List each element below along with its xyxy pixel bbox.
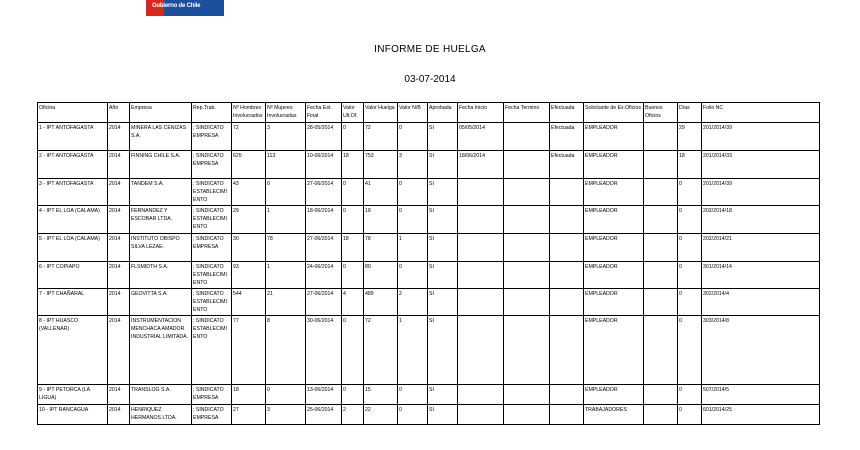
table-cell	[504, 405, 550, 425]
table-cell: SI	[428, 405, 458, 425]
table-cell: SI	[428, 123, 458, 151]
col-header: Fecha Termino	[504, 103, 550, 123]
table-cell: ; SINDICATO EMPRESA	[192, 385, 232, 405]
table-cell: INSTRUMENTACION MENCHACA AMADOR INDUSTRIAL LIMITADA.	[130, 316, 192, 385]
table-cell: 05/05/2014	[458, 123, 504, 151]
table-cell: 202/2014/18	[702, 206, 820, 234]
table-cell: Efectuada	[550, 151, 584, 179]
table-cell: 27-06/2014	[306, 234, 342, 262]
table-cell	[644, 262, 678, 289]
table-cell: 18	[678, 151, 702, 179]
table-cell: 1	[398, 234, 428, 262]
table-cell: SI	[428, 316, 458, 385]
col-header: Valor Huelga	[364, 103, 398, 123]
table-cell	[504, 206, 550, 234]
table-cell: 0	[342, 123, 364, 151]
table-cell: EMPLEADOR	[584, 206, 644, 234]
table-cell: EMPLEADOR	[584, 289, 644, 316]
table-cell: TRANSLOG S.A.	[130, 385, 192, 405]
table-cell: 0	[266, 385, 306, 405]
table-cell: 3	[266, 123, 306, 151]
table-cell: 0	[398, 123, 428, 151]
table-cell: 0	[342, 179, 364, 206]
col-header: Días	[678, 103, 702, 123]
report-date: 03-07-2014	[404, 74, 456, 85]
table-cell: 202/2014/21	[702, 234, 820, 262]
report-title: INFORME DE HUELGA	[374, 44, 486, 55]
table-cell: ; SINDICATO ESTABLECIMIENTO	[192, 316, 232, 385]
table-cell: TANDEM S.A.	[130, 179, 192, 206]
table-cell: 29	[678, 123, 702, 151]
table-cell: 2 - IPT ANTOFAGASTA	[38, 151, 108, 179]
table-cell: 22	[364, 405, 398, 425]
table-cell	[644, 151, 678, 179]
table-cell: 0	[678, 385, 702, 405]
col-header: Nº Mujeres Involucradas	[266, 103, 306, 123]
table-cell: 3	[266, 405, 306, 425]
table-cell: 2	[398, 289, 428, 316]
table-cell	[458, 385, 504, 405]
table-cell	[458, 206, 504, 234]
table-cell: 2014	[108, 385, 130, 405]
table-cell: EMPLEADOR	[584, 234, 644, 262]
table-cell: 0	[342, 206, 364, 234]
table-cell	[644, 123, 678, 151]
table-cell: 201/2014/39	[702, 179, 820, 206]
table-cell: ; SINDICATO ESTABLECIMIENTO	[192, 262, 232, 289]
table-cell	[504, 179, 550, 206]
table-cell: 0	[398, 262, 428, 289]
table-cell: 2014	[108, 151, 130, 179]
table-row	[38, 385, 820, 405]
table-cell	[458, 179, 504, 206]
table-cell	[550, 262, 584, 289]
table-cell	[550, 289, 584, 316]
table-row	[38, 151, 820, 179]
table-cell	[504, 316, 550, 385]
table-cell	[458, 262, 504, 289]
table-cell: 29	[232, 206, 266, 234]
col-header: Año	[108, 103, 130, 123]
table-cell	[550, 385, 584, 405]
table-cell	[644, 385, 678, 405]
table-cell: 18	[232, 385, 266, 405]
table-cell: 2014	[108, 206, 130, 234]
table-cell: 27-06/2014	[306, 179, 342, 206]
col-header: Aprobada	[428, 103, 458, 123]
table-cell	[644, 289, 678, 316]
col-header: Valor Ult.Of.	[342, 103, 364, 123]
table-cell: 93	[232, 262, 266, 289]
table-cell	[550, 179, 584, 206]
col-header: Buenos Oficios	[644, 103, 678, 123]
table-row	[38, 316, 820, 385]
table-cell: 15	[364, 385, 398, 405]
col-header: Oficina	[38, 103, 108, 123]
table-cell	[504, 151, 550, 179]
col-header: Valor N/B	[398, 103, 428, 123]
table-cell: 0	[398, 206, 428, 234]
col-header: Rep.Trab.	[192, 103, 232, 123]
table-cell: EMPLEADOR	[584, 262, 644, 289]
table-cell	[644, 316, 678, 385]
table-cell: 72	[364, 316, 398, 385]
table-row	[38, 206, 820, 234]
table-cell: 78	[364, 234, 398, 262]
table-cell	[644, 405, 678, 425]
table-cell: 601/2014/25	[702, 405, 820, 425]
table-cell: 4 - IPT EL LOA (CALAMA)	[38, 206, 108, 234]
table-cell: 0	[678, 289, 702, 316]
table-cell: 3	[398, 151, 428, 179]
table-cell: 507/2014/5	[702, 385, 820, 405]
col-header: Folio NC	[702, 103, 820, 123]
table-cell: 80	[364, 262, 398, 289]
table-header-row	[38, 103, 820, 123]
table-cell: 0	[342, 385, 364, 405]
table-cell: 0	[678, 206, 702, 234]
table-cell: 0	[678, 405, 702, 425]
table-cell	[644, 206, 678, 234]
col-header: Fecha Inicio	[458, 103, 504, 123]
table-cell	[504, 262, 550, 289]
table-cell: SI	[428, 151, 458, 179]
table-cell: 1	[398, 316, 428, 385]
table-cell: 18/06/2014	[458, 151, 504, 179]
table-cell: 2014	[108, 179, 130, 206]
table-cell: SI	[428, 206, 458, 234]
table-cell: 30-06/2014	[306, 316, 342, 385]
table-cell: HENRIQUEZ HERMANOS LTDA.	[130, 405, 192, 425]
table-cell	[458, 316, 504, 385]
table-cell: FERNANDEZ Y ESCOBAR LTDA.	[130, 206, 192, 234]
table-cell: 25-06/2014	[306, 405, 342, 425]
table-cell	[504, 385, 550, 405]
table-cell: 8 - IPT HUASCO (VALLENAR)	[38, 316, 108, 385]
table-cell: 0	[342, 316, 364, 385]
table-cell: 27	[232, 405, 266, 425]
table-cell: 2014	[108, 316, 130, 385]
table-cell: EMPLEADOR	[584, 316, 644, 385]
table-cell: 3 - IPT ANTOFAGASTA	[38, 179, 108, 206]
table-cell: ; SINDICATO ESTABLECIMIENTO	[192, 206, 232, 234]
table-cell: 18	[342, 151, 364, 179]
table-cell: 2014	[108, 405, 130, 425]
table-cell: FINNING CHILE S.A.	[130, 151, 192, 179]
table-cell: GEOVITTA S.A.	[130, 289, 192, 316]
table-row	[38, 262, 820, 289]
table-cell	[458, 289, 504, 316]
table-cell: 301/2014/14	[702, 262, 820, 289]
table-cell: ; SINDICATO ESTABLECIMIENTO	[192, 289, 232, 316]
table-cell	[550, 206, 584, 234]
table-cell: EMPLEADOR	[584, 123, 644, 151]
table-cell: 21	[266, 289, 306, 316]
table-cell: ; SINDICATO ESTABLECIMIENTO	[192, 179, 232, 206]
table-cell: 1	[266, 262, 306, 289]
table-cell	[458, 405, 504, 425]
table-cell: 13-06/2014	[306, 385, 342, 405]
table-cell: SI	[428, 262, 458, 289]
table-cell: 9 - IPT PETORCA (LA LIGUA)	[38, 385, 108, 405]
table-cell: EMPLEADOR	[584, 385, 644, 405]
table-cell	[458, 234, 504, 262]
table-cell	[550, 405, 584, 425]
col-header: Nº Hombres Involucrados	[232, 103, 266, 123]
logo-text: Gobierno de Chile	[152, 3, 201, 9]
table-cell: 78	[266, 234, 306, 262]
table-row	[38, 234, 820, 262]
table-cell: 5 - IPT EL LOA (CALAMA)	[38, 234, 108, 262]
table-cell: EMPLEADOR	[584, 179, 644, 206]
table-row	[38, 123, 820, 151]
table-cell: 10-06/2014	[306, 151, 342, 179]
strike-report-table	[37, 102, 820, 425]
table-cell: 18	[364, 206, 398, 234]
table-cell: 27-06/2014	[306, 289, 342, 316]
table-cell: 0	[398, 385, 428, 405]
table-cell	[644, 179, 678, 206]
table-cell: 77	[232, 316, 266, 385]
table-cell: 303/2014/8	[702, 316, 820, 385]
table-cell: 72	[232, 123, 266, 151]
table-cell: 302/2014/4	[702, 289, 820, 316]
table-cell	[504, 123, 550, 151]
table-cell: 1	[266, 206, 306, 234]
table-cell: 113	[266, 151, 306, 179]
col-header: Fecha Est. Final	[306, 103, 342, 123]
table-cell: MINERA LAS CENIZAS S.A.	[130, 123, 192, 151]
table-cell: 201/2014/33	[702, 151, 820, 179]
table-cell: 24-06/2014	[306, 262, 342, 289]
table-cell: INSTITUTO OBISPO SILVA LEZAE.	[130, 234, 192, 262]
table-cell: 18	[342, 234, 364, 262]
table-cell: 7 - IPT CHAÑARAL	[38, 289, 108, 316]
table-cell	[504, 289, 550, 316]
table-cell	[644, 234, 678, 262]
table-cell: SI	[428, 179, 458, 206]
table-cell: ; SINDICATO EMPRESA	[192, 123, 232, 151]
table-row	[38, 405, 820, 425]
table-cell: 0	[678, 316, 702, 385]
table-cell: 2	[342, 405, 364, 425]
table-cell: ; SINDICATO EMPRESA	[192, 151, 232, 179]
table-cell: 4	[342, 289, 364, 316]
table-cell: 28-05/2014	[306, 123, 342, 151]
table-cell: 0	[398, 405, 428, 425]
table-cell	[504, 234, 550, 262]
table-cell: EMPLEADOR	[584, 151, 644, 179]
table-cell: 10 - IPT RANCAGUA	[38, 405, 108, 425]
table-cell: ; SINDICATO EMPRESA	[192, 405, 232, 425]
table-cell: SI	[428, 385, 458, 405]
table-cell: 72	[364, 123, 398, 151]
table-cell: 489	[364, 289, 398, 316]
table-row	[38, 289, 820, 316]
table-cell: 0	[342, 262, 364, 289]
col-header: Efectuada	[550, 103, 584, 123]
table-cell: 43	[232, 179, 266, 206]
table-cell: 18-06/2014	[306, 206, 342, 234]
table-row	[38, 179, 820, 206]
table-cell: 2014	[108, 234, 130, 262]
table-cell	[550, 234, 584, 262]
table-cell: 0	[266, 179, 306, 206]
table-cell: 41	[364, 179, 398, 206]
table-cell	[550, 316, 584, 385]
col-header: Solicitante de Ex.Oficios	[584, 103, 644, 123]
table-cell: SI	[428, 289, 458, 316]
table-cell: 1 - IPT ANTOFAGASTA	[38, 123, 108, 151]
col-header: Empresa	[130, 103, 192, 123]
table-cell: TRABAJADORES	[584, 405, 644, 425]
table-cell: 0	[398, 179, 428, 206]
table-cell: 544	[232, 289, 266, 316]
table-cell: 8	[266, 316, 306, 385]
table-cell: 201/2014/39	[702, 123, 820, 151]
table-cell: 0	[678, 234, 702, 262]
table-cell: SI	[428, 234, 458, 262]
table-cell: FLSMIDTH S.A.	[130, 262, 192, 289]
table-cell: 753	[364, 151, 398, 179]
table-cell: 2014	[108, 262, 130, 289]
table-cell: 6 - IPT COPIAPO	[38, 262, 108, 289]
table-cell: 30	[232, 234, 266, 262]
table-cell: 0	[678, 262, 702, 289]
table-cell: 625	[232, 151, 266, 179]
table-cell: 0	[678, 179, 702, 206]
table-cell: Efectuada	[550, 123, 584, 151]
table-cell: ; SINDICATO EMPRESA	[192, 234, 232, 262]
table-cell: 2014	[108, 289, 130, 316]
table-cell: 2014	[108, 123, 130, 151]
